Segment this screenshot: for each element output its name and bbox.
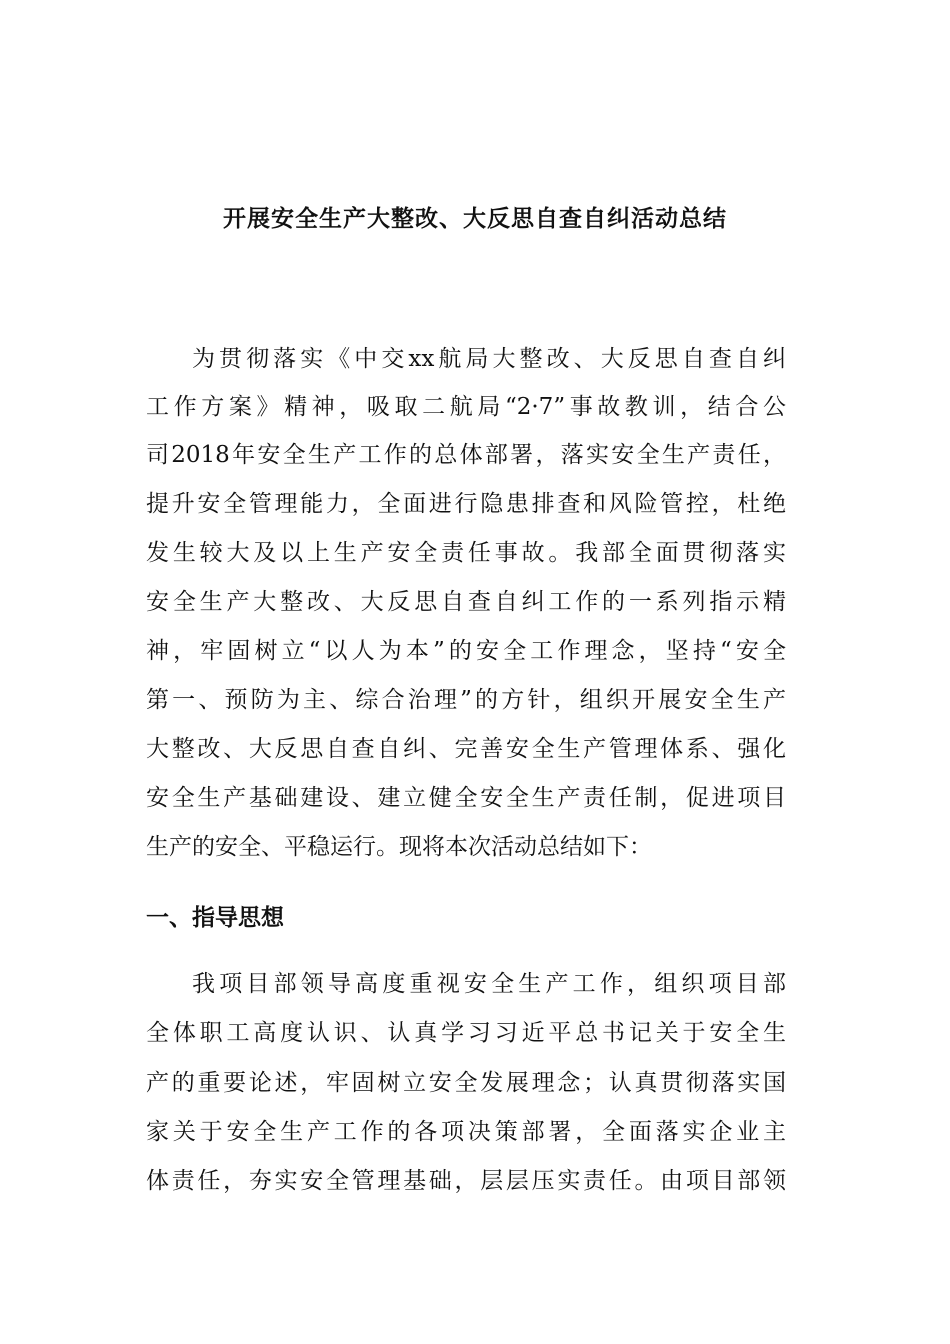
paragraph-line: 安全生产基础建设、建立健全安全生产责任制，促进项目: [146, 785, 786, 811]
paragraph-line: 为贯彻落实《中交xx航局大整改、大反思自查自纠: [192, 346, 786, 372]
paragraph-line: 生产的安全、平稳运行。现将本次活动总结如下：: [146, 834, 652, 860]
paragraph-line: 安全生产大整改、大反思自查自纠工作的一系列指示精: [146, 589, 786, 615]
paragraph-line: 工作方案》精神，吸取二航局“2·7”事故教训，结合公: [146, 394, 786, 420]
paragraph-line: 全体职工高度认识、认真学习习近平总书记关于安全生: [146, 1020, 786, 1046]
paragraph-line: 体责任，夯实安全管理基础，层层压实责任。由项目部领: [146, 1168, 786, 1194]
paragraph-line: 司2018年安全生产工作的总体部署，落实安全生产责任，: [146, 442, 786, 468]
paragraph-line: 我项目部领导高度重视安全生产工作，组织项目部: [192, 971, 786, 997]
paragraph-line: 第一、预防为主、综合治理”的方针，组织开展安全生产: [146, 687, 786, 713]
paragraph-line: 神，牢固树立“以人为本”的安全工作理念，坚持“安全: [146, 638, 786, 664]
paragraph-line: 产的重要论述，牢固树立安全发展理念；认真贯彻落实国: [146, 1070, 786, 1096]
paragraph-line: 提升安全管理能力，全面进行隐患排查和风险管控，杜绝: [146, 491, 786, 517]
paragraph-line: 发生较大及以上生产安全责任事故。我部全面贯彻落实: [146, 540, 786, 566]
document-title: 开展安全生产大整改、大反思自查自纠活动总结: [223, 206, 727, 232]
section-heading: 一、指导思想: [146, 905, 284, 931]
paragraph-line: 家关于安全生产工作的各项决策部署，全面落实企业主: [146, 1119, 786, 1145]
paragraph-line: 大整改、大反思自查自纠、完善安全生产管理体系、强化: [146, 736, 786, 762]
